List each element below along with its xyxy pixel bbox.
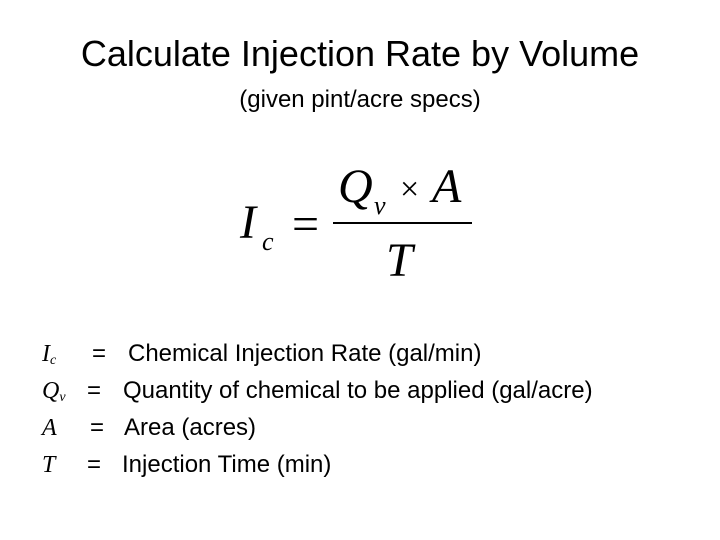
formula-equals: = <box>292 198 320 251</box>
legend-row <box>42 373 712 410</box>
formula-lhs-symbol: I <box>240 196 256 249</box>
legend-equals: = <box>92 340 107 367</box>
formula-numerator-subscript: v <box>374 191 386 220</box>
legend-row <box>42 447 712 484</box>
formula-lhs-subscript: c <box>262 227 274 256</box>
slide-title: Calculate Injection Rate by Volume <box>80 33 640 74</box>
legend-symbol: A <box>42 415 57 441</box>
legend-description: Chemical Injection Rate (gal/min) <box>128 340 482 367</box>
legend-equals: = <box>90 414 105 441</box>
formula-numerator-symbol: Q <box>338 160 373 213</box>
legend-symbol: $Q_v$ <box>42 378 66 405</box>
legend-symbol: $I_c$ <box>42 341 57 368</box>
variable-legend <box>42 336 712 484</box>
formula-times: × <box>400 171 420 208</box>
legend-equals: = <box>87 451 102 478</box>
legend-symbol: T <box>42 452 56 478</box>
formula-numerator-factor: A <box>432 160 462 213</box>
legend-row <box>42 336 712 373</box>
legend-description: Injection Time (min) <box>122 451 332 478</box>
legend-description: Quantity of chemical to be applied (gal/acre) <box>123 377 593 404</box>
injection-rate-formula <box>220 150 510 290</box>
legend-description: Area (acres) <box>124 414 257 441</box>
formula-denominator: T <box>386 234 413 287</box>
slide-subtitle: (given pint/acre specs) <box>239 86 481 113</box>
legend-row <box>42 410 712 447</box>
legend-equals: = <box>87 377 102 404</box>
